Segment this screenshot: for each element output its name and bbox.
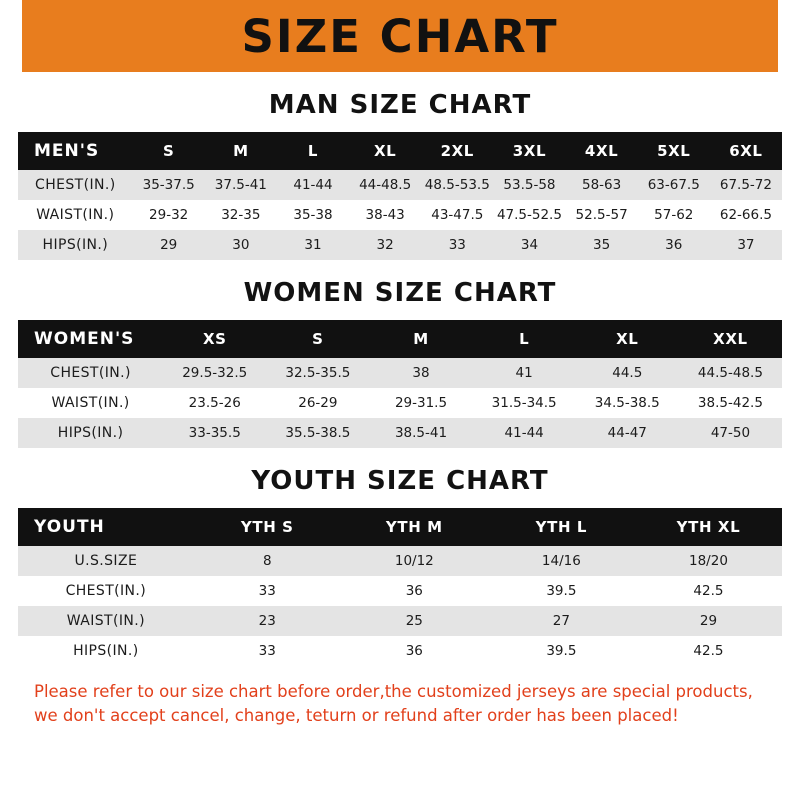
table-header-cell: M — [233, 142, 249, 160]
disclaimer-note: Please refer to our size chart before order,the customized jerseys are special products, we don't accept cancel, change, teturn or refund after order has been placed! — [34, 682, 753, 725]
table-row — [18, 230, 782, 260]
table-header-cell: 3XL — [512, 142, 547, 160]
table-cell: 36 — [638, 230, 710, 260]
table-header-cell: XL — [373, 142, 397, 160]
table-row — [18, 170, 782, 200]
section-women — [18, 278, 782, 448]
table-header-cell: 6XL — [729, 142, 763, 160]
table-cell: 8 — [194, 546, 341, 576]
table-header-cell: MEN'S — [34, 141, 100, 161]
table-cell: 31.5-34.5 — [473, 388, 576, 418]
row-label: HIPS(IN.) — [18, 636, 194, 666]
table-cell: 41 — [473, 358, 576, 388]
table-cell: 58-63 — [566, 170, 638, 200]
table-cell: 42.5 — [635, 576, 782, 606]
table-cell: 32-35 — [205, 200, 277, 230]
table-header-cell: YTH L — [535, 518, 588, 536]
table-cell: 29 — [133, 230, 205, 260]
table-header-cell: WOMEN'S — [34, 329, 135, 349]
table-header-cell: YTH M — [385, 518, 443, 536]
table-header-row — [18, 508, 782, 546]
table-cell: 39.5 — [488, 576, 635, 606]
table-cell: 44-47 — [576, 418, 679, 448]
table-cell: 31 — [277, 230, 349, 260]
table-cell: 33-35.5 — [163, 418, 266, 448]
table-cell: 38.5-42.5 — [679, 388, 782, 418]
table-cell: 44-48.5 — [349, 170, 421, 200]
row-label: WAIST(IN.) — [18, 200, 133, 230]
table-cell: 27 — [488, 606, 635, 636]
table-cell: 36 — [341, 576, 488, 606]
row-label: CHEST(IN.) — [18, 576, 194, 606]
table-header-cell: YTH XL — [676, 518, 741, 536]
table-header-cell: XL — [616, 330, 639, 348]
table-cell: 18/20 — [635, 546, 782, 576]
row-label: HIPS(IN.) — [18, 230, 133, 260]
table-cell: 62-66.5 — [710, 200, 782, 230]
row-label: WAIST(IN.) — [18, 388, 163, 418]
table-cell: 14/16 — [488, 546, 635, 576]
table-header-cell: S — [312, 330, 324, 348]
table-cell: 57-62 — [638, 200, 710, 230]
banner-left-spacer — [0, 0, 22, 72]
table-cell: 30 — [205, 230, 277, 260]
section-title-women: WOMEN SIZE CHART — [243, 278, 557, 308]
table-cell: 41-44 — [473, 418, 576, 448]
table-cell: 33 — [194, 636, 341, 666]
table-cell: 41-44 — [277, 170, 349, 200]
table-cell: 47-50 — [679, 418, 782, 448]
table-header-cell: XXL — [713, 330, 748, 348]
table-cell: 47.5-52.5 — [493, 200, 565, 230]
table-cell: 29-32 — [133, 200, 205, 230]
page-title: SIZE CHART — [241, 9, 559, 63]
table-cell: 29-31.5 — [369, 388, 472, 418]
table-cell: 42.5 — [635, 636, 782, 666]
table-row — [18, 418, 782, 448]
table-cell: 39.5 — [488, 636, 635, 666]
table-cell: 37 — [710, 230, 782, 260]
table-cell: 33 — [421, 230, 493, 260]
table-cell: 34 — [493, 230, 565, 260]
table-cell: 63-67.5 — [638, 170, 710, 200]
table-cell: 35 — [566, 230, 638, 260]
table-header-cell: 4XL — [584, 142, 619, 160]
table-header-cell: L — [307, 142, 319, 160]
table-cell: 36 — [341, 636, 488, 666]
section-title-man: MAN SIZE CHART — [268, 90, 532, 120]
table-row — [18, 388, 782, 418]
table-header-row — [18, 132, 782, 170]
table-women-size-chart — [18, 320, 782, 448]
table-youth-size-chart — [18, 508, 782, 666]
section-youth — [18, 466, 782, 666]
table-cell: 67.5-72 — [710, 170, 782, 200]
table-cell: 38.5-41 — [369, 418, 472, 448]
table-header-cell: 5XL — [657, 142, 691, 160]
table-cell: 34.5-38.5 — [576, 388, 679, 418]
table-cell: 32.5-35.5 — [266, 358, 369, 388]
table-header-cell: S — [162, 142, 175, 160]
table-cell: 23 — [194, 606, 341, 636]
table-man-size-chart — [18, 132, 782, 260]
table-cell: 48.5-53.5 — [421, 170, 493, 200]
table-cell: 52.5-57 — [566, 200, 638, 230]
table-cell: 44.5-48.5 — [679, 358, 782, 388]
table-cell: 26-29 — [266, 388, 369, 418]
table-cell: 37.5-41 — [205, 170, 277, 200]
table-cell: 29 — [635, 606, 782, 636]
page-banner — [0, 0, 800, 72]
section-man — [18, 90, 782, 260]
table-cell: 38 — [369, 358, 472, 388]
table-cell: 32 — [349, 230, 421, 260]
table-cell: 10/12 — [341, 546, 488, 576]
table-cell: 35.5-38.5 — [266, 418, 369, 448]
banner-right-spacer — [778, 0, 800, 72]
table-row — [18, 358, 782, 388]
row-label: WAIST(IN.) — [18, 606, 194, 636]
table-header-cell: 2XL — [440, 142, 474, 160]
table-header-cell: M — [413, 330, 429, 348]
table-row — [18, 546, 782, 576]
table-cell: 38-43 — [349, 200, 421, 230]
row-label: HIPS(IN.) — [18, 418, 163, 448]
table-header-cell: L — [519, 330, 530, 348]
table-row — [18, 576, 782, 606]
table-cell: 53.5-58 — [493, 170, 565, 200]
table-cell: 33 — [194, 576, 341, 606]
table-cell: 25 — [341, 606, 488, 636]
charts-container — [0, 72, 800, 800]
table-row — [18, 606, 782, 636]
table-header-cell: XS — [202, 330, 227, 348]
table-header-cell: YOUTH — [34, 517, 105, 537]
table-cell: 35-38 — [277, 200, 349, 230]
table-cell: 29.5-32.5 — [163, 358, 266, 388]
table-cell: 23.5-26 — [163, 388, 266, 418]
section-title-youth: YOUTH SIZE CHART — [251, 466, 549, 496]
table-header-row — [18, 320, 782, 358]
row-label: U.S.SIZE — [18, 546, 194, 576]
row-label: CHEST(IN.) — [18, 170, 133, 200]
table-row — [18, 200, 782, 230]
table-cell: 43-47.5 — [421, 200, 493, 230]
table-cell: 35-37.5 — [133, 170, 205, 200]
table-header-cell: YTH S — [240, 518, 294, 536]
row-label: CHEST(IN.) — [18, 358, 163, 388]
table-cell: 44.5 — [576, 358, 679, 388]
table-row — [18, 636, 782, 666]
